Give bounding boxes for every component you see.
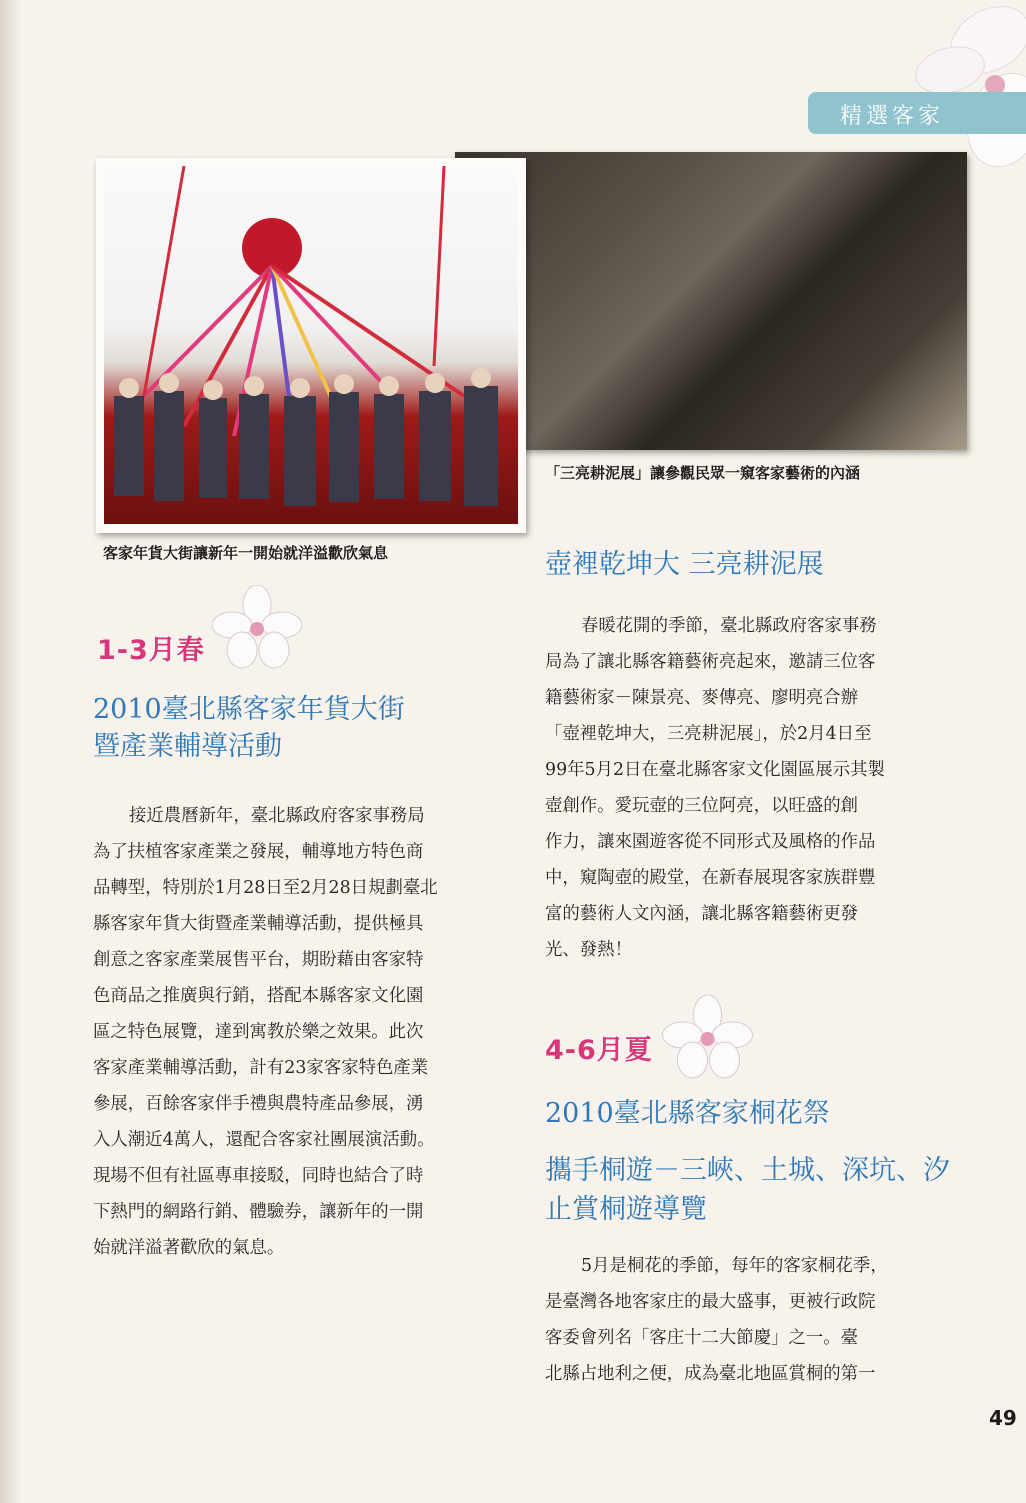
spring-paragraph-line: 客家產業輔導活動，計有23家客家特色產業 bbox=[93, 1058, 429, 1078]
summer-season-label: 4-6月夏 bbox=[545, 1035, 653, 1066]
summer-subtitle-line-2: 止賞桐遊導覽 bbox=[545, 1194, 707, 1225]
pottery-paragraph-line: 「壺裡乾坤大，三亮耕泥展」，於2月4日至 bbox=[545, 724, 872, 744]
pottery-paragraph-line: 作力，讓來園遊客從不同形式及風格的作品 bbox=[545, 832, 876, 852]
section-tab bbox=[808, 92, 1026, 134]
pottery-paragraph-line: 中，窺陶壺的殿堂，在新春展現客家族群豐 bbox=[545, 868, 876, 888]
summer-paragraph bbox=[545, 1248, 888, 1392]
spring-paragraph-line: 區之特色展覽，達到寓教於樂之效果。此次 bbox=[93, 1022, 424, 1042]
spring-paragraph-line: 品轉型，特別於1月28日至2月28日規劃臺北 bbox=[93, 878, 438, 898]
pottery-paragraph-line: 春暖花開的季節，臺北縣政府客家事務 bbox=[581, 616, 877, 636]
spring-title-line-1: 2010臺北縣客家年貨大街 bbox=[93, 694, 405, 725]
spring-paragraph-line: 為了扶植客家產業之發展，輔導地方特色商 bbox=[93, 842, 424, 862]
spring-paragraph-line: 色商品之推廣與行銷，搭配本縣客家文化園 bbox=[93, 986, 424, 1006]
spring-paragraph-line: 下熱門的網路行銷、體驗券，讓新年的一開 bbox=[93, 1202, 424, 1222]
new-year-market-image bbox=[104, 166, 518, 524]
summer-paragraph-line: 5月是桐花的季節，每年的客家桐花季， bbox=[581, 1256, 888, 1276]
summer-title: 2010臺北縣客家桐花祭 bbox=[545, 1098, 830, 1129]
spring-paragraph-line: 接近農曆新年，臺北縣政府客家事務局 bbox=[129, 806, 425, 826]
section-label: 精選客家 bbox=[840, 104, 945, 129]
summer-paragraph-line: 北縣占地利之便，成為臺北地區賞桐的第一 bbox=[545, 1364, 876, 1384]
tung-blossom-icon bbox=[212, 585, 302, 670]
tung-blossom-icon bbox=[660, 995, 755, 1080]
summer-paragraph-line: 是臺灣各地客家庄的最大盛事，更被行政院 bbox=[545, 1292, 876, 1312]
spring-paragraph-line: 參展，百餘客家伴手禮與農特產品參展，湧 bbox=[93, 1094, 424, 1114]
page-number: 49 bbox=[989, 1406, 1017, 1430]
summer-paragraph-line: 客委會列名「客庄十二大節慶」之一。臺 bbox=[545, 1328, 859, 1348]
pottery-paragraph bbox=[545, 608, 885, 968]
page-edge-shadow bbox=[0, 0, 22, 1503]
pottery-title: 壺裡乾坤大 三亮耕泥展 bbox=[545, 549, 824, 580]
new-year-market-photo bbox=[96, 158, 526, 533]
summer-subtitle-line-1: 攜手桐遊－三峽、土城、深坑、汐 bbox=[545, 1155, 950, 1186]
exhibition-hall-photo bbox=[455, 152, 967, 450]
pottery-paragraph-line: 局為了讓北縣客籍藝術亮起來，邀請三位客 bbox=[545, 652, 876, 672]
spring-paragraph-line: 入人潮近4萬人，還配合客家社團展演活動。 bbox=[93, 1130, 435, 1150]
spring-paragraph-line: 現場不但有社區專車接駁，同時也結合了時 bbox=[93, 1166, 424, 1186]
pottery-paragraph-line: 光、發熱！ bbox=[545, 940, 632, 960]
spring-paragraph-line: 創意之客家產業展售平台，期盼藉由客家特 bbox=[93, 950, 424, 970]
spring-title-line-2: 暨產業輔導活動 bbox=[93, 731, 282, 762]
pottery-paragraph-line: 籍藝術家－陳景亮、麥傳亮、廖明亮合辦 bbox=[545, 688, 859, 708]
spring-paragraph-line: 縣客家年貨大街暨產業輔導活動，提供極具 bbox=[93, 914, 424, 934]
spring-season-label: 1-3月春 bbox=[97, 635, 205, 666]
left-photo-caption: 客家年貨大街讓新年一開始就洋溢歡欣氣息 bbox=[103, 544, 389, 562]
spring-paragraph bbox=[93, 798, 438, 1266]
pottery-paragraph-line: 壺創作。愛玩壺的三位阿亮，以旺盛的創 bbox=[545, 796, 859, 816]
right-photo-caption: 「三亮耕泥展」讓參觀民眾一窺客家藝術的內涵 bbox=[545, 464, 861, 482]
pottery-paragraph-line: 99年5月2日在臺北縣客家文化園區展示其製 bbox=[545, 760, 885, 780]
pottery-paragraph-line: 富的藝術人文內涵，讓北縣客籍藝術更發 bbox=[545, 904, 859, 924]
spring-paragraph-line: 始就洋溢著歡欣的氣息。 bbox=[93, 1238, 285, 1258]
